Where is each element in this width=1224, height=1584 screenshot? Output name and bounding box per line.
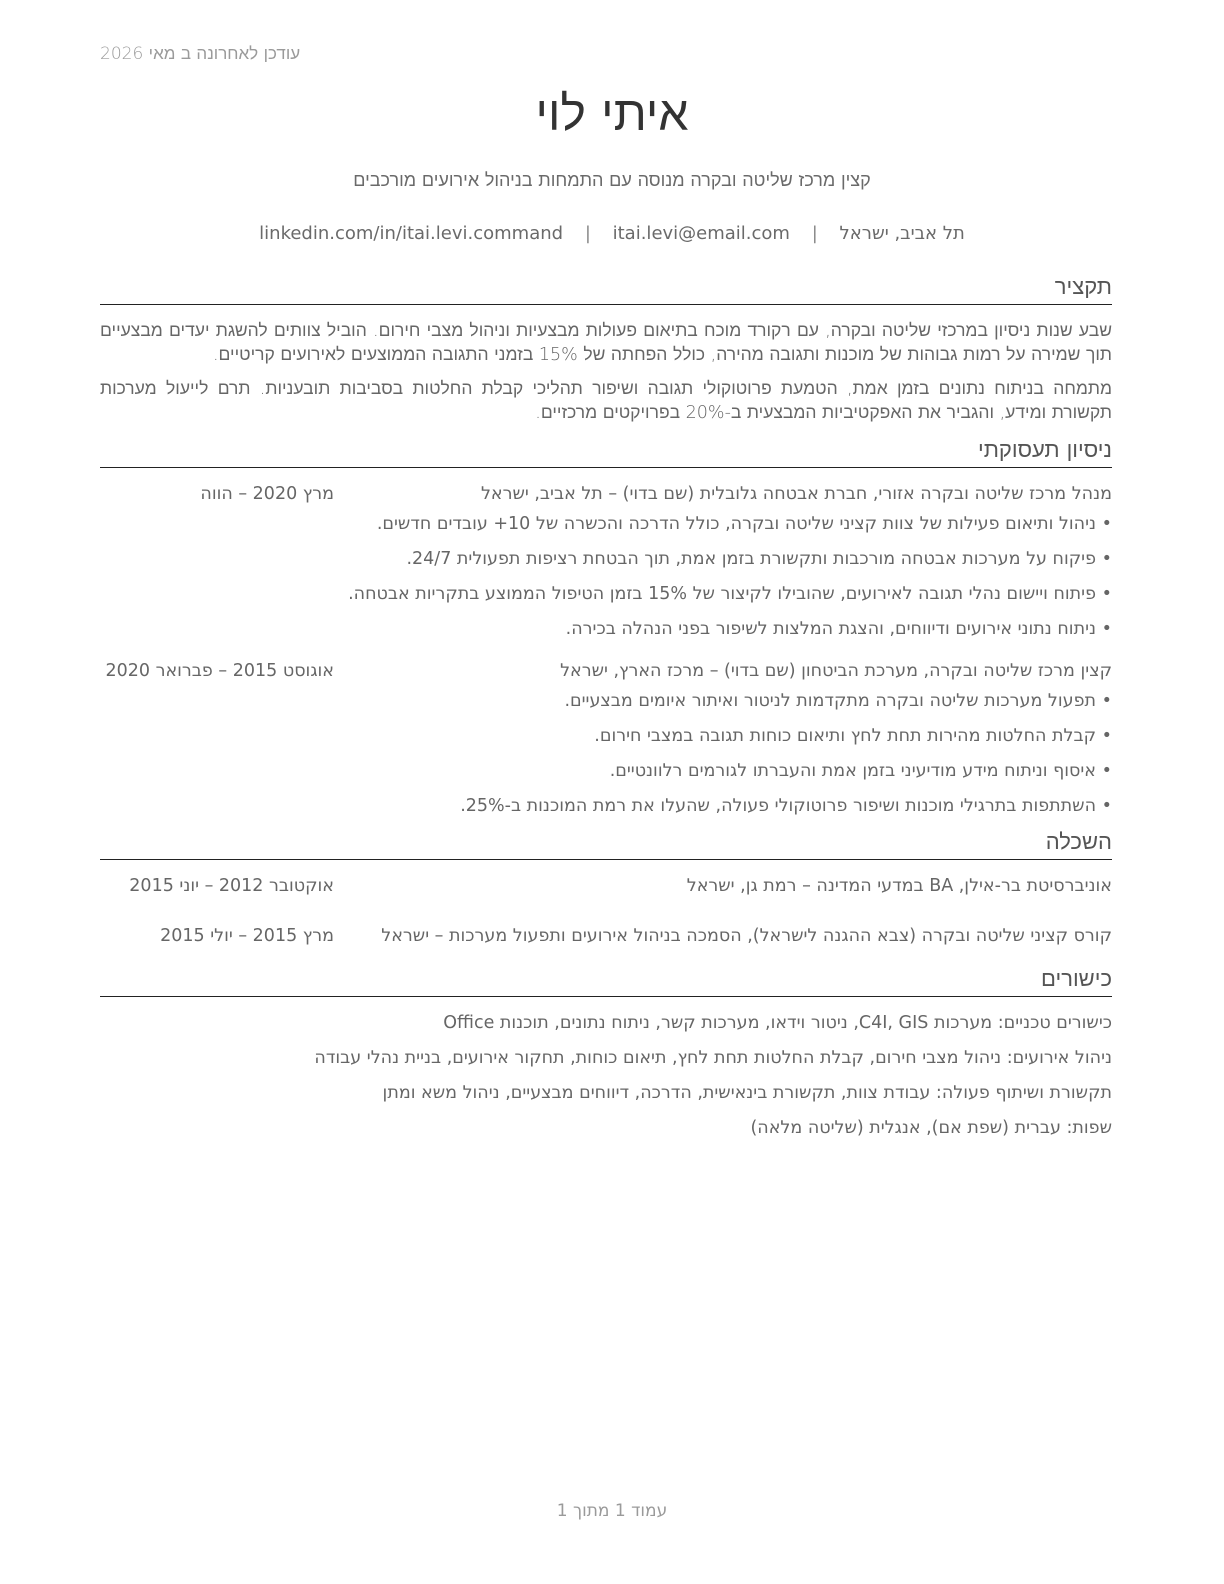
experience-section [100,437,1112,818]
bullet-icon: • [1101,619,1112,639]
bullet-icon: • [1101,761,1112,781]
job-title: קצין מרכז שליטה ובקרה, מערכת הביטחון (שם בדוי) – מרכז הארץ, ישראל [560,661,1112,681]
education-dates: אוקטובר 2012 – יוני 2015 [129,876,334,896]
job-bullet [100,724,1112,748]
job-bullets [100,689,1112,818]
bullet-icon: • [1101,726,1112,746]
summary-section [100,274,1112,425]
bullet-text: השתתפות בתרגילי מוכנות ושיפור פרוטוקולי פעולה, שהעלו את רמת המוכנות ב-25%. [460,796,1096,816]
job-entry [100,482,1112,641]
section-title-skills: כישורים [100,966,1112,997]
job-dates: מרץ 2020 – הווה [200,484,334,504]
job-bullet [100,759,1112,783]
education-dates: מרץ 2015 – יולי 2015 [160,926,334,946]
section-title-experience: ניסיון תעסוקתי [100,437,1112,468]
bullet-icon: • [1101,549,1112,569]
bullet-text: פיקוח על מערכות אבטחה מורכבות ותקשורת בזמן אמת, תוך הבטחת רציפות תפעולית 24/7. [406,549,1096,569]
contact-separator: | [811,223,818,244]
job-bullet [100,794,1112,818]
job-bullets [100,512,1112,641]
job-header [100,482,1112,506]
skill-line: ניהול אירועים: ניהול מצבי חירום, קבלת החלטות תחת לחץ, תיאום כוחות, תחקור אירועים, בניית נהלי עבודה [314,1048,1112,1068]
summary-paragraph: שבע שנות ניסיון במרכזי שליטה ובקרה, עם רקורד מוכח בתיאום פעולות מבצעיות וניהול מצבי חירום. הוביל צוותים להשגת יעדים מבצעיים תוך שמירה על רמות גבוהות של מוכנות ותגובה מהירה, כולל הפחתה של 15% בזמני התגובה הממוצעים לאירועים קריטיים. [100,321,1112,365]
skill-line: שפות: עברית (שפת אם), אנגלית (שליטה מלאה) [750,1118,1112,1138]
education-title: אוניברסיטת בר-אילן, BA במדעי המדינה – רמת גן, ישראל [686,876,1112,896]
last-updated-note: עודכן לאחרונה ב מאי 2026 [100,44,301,64]
email-link[interactable]: itai.levi@email.com [612,223,790,244]
job-entry [100,659,1112,818]
bullet-text: איסוף וניתוח מידע מודיעיני בזמן אמת והעברתו לגורמים רלוונטיים. [609,761,1096,781]
linkedin-link[interactable]: linkedin.com/in/itai.levi.command [259,223,564,244]
skill-line: כישורים טכניים: מערכות C4I, GIS, ניטור וידאו, מערכות קשר, ניתוח נתונים, תוכנות Office [443,1013,1112,1033]
page-number: עמוד 1 מתוך 1 [556,1501,668,1521]
bullet-text: ניתוח נתוני אירועים ודיווחים, והצגת המלצות לשיפור בפני הנהלה בכירה. [565,619,1096,639]
bullet-icon: • [1101,691,1112,711]
location-text: תל אביב, ישראל [839,223,965,244]
job-bullet [100,582,1112,606]
resume-body [100,274,1112,1151]
education-title: קורס קציני שליטה ובקרה (צבא ההגנה לישראל), הסמכה בניהול אירועים ותפעול מערכות – ישראל [381,926,1112,946]
contact-line [0,223,1224,244]
skill-line: תקשורת ושיתוף פעולה: עבודת צוות, תקשורת בינאישית, הדרכה, דיווחים מבצעיים, ניהול משא ומתן [382,1083,1112,1103]
job-bullet [100,512,1112,536]
job-bullet [100,547,1112,571]
summary-paragraph: מתמחה בניתוח נתונים בזמן אמת, הטמעת פרוטוקולי תגובה ושיפור תהליכי קבלת החלטות בסביבות תובעניות. תרם לייעול מערכות תקשורת ומידע, והגביר את האפקטיביות המבצעית ב-20% בפרויקטים מרכזיים. [100,379,1112,423]
section-title-summary: תקציר [100,274,1112,305]
education-entry [100,924,1112,948]
bullet-text: ניהול ותיאום פעילות של צוות קציני שליטה ובקרה, כולל הדרכה והכשרה של 10+ עובדים חדשים. [376,514,1096,534]
skills-section [100,966,1112,1140]
bullet-text: קבלת החלטות מהירות תחת לחץ ותיאום כוחות תגובה במצבי חירום. [594,726,1096,746]
contact-separator: | [584,223,591,244]
bullet-icon: • [1101,584,1112,604]
job-bullet [100,617,1112,641]
section-title-education: השכלה [100,829,1112,860]
bullet-icon: • [1101,796,1112,816]
education-entry [100,874,1112,898]
job-dates: אוגוסט 2015 – פברואר 2020 [105,661,334,681]
job-title: מנהל מרכז שליטה ובקרה אזורי, חברת אבטחה גלובלית (שם בדוי) – תל אביב, ישראל [480,484,1112,504]
bullet-text: פיתוח ויישום נהלי תגובה לאירועים, שהובילו לקיצור של 15% בזמן הטיפול הממוצע בתקריות אבטחה. [348,584,1096,604]
bullet-text: תפעול מערכות שליטה ובקרה מתקדמות לניטור ואיתור איומים מבצעיים. [564,691,1096,711]
job-bullet [100,689,1112,713]
bullet-icon: • [1101,514,1112,534]
candidate-subtitle: קצין מרכז שליטה ובקרה מנוסה עם התמחות בניהול אירועים מורכבים [353,170,871,191]
candidate-name: איתי לוי [535,86,689,142]
education-section [100,829,1112,948]
job-header [100,659,1112,683]
